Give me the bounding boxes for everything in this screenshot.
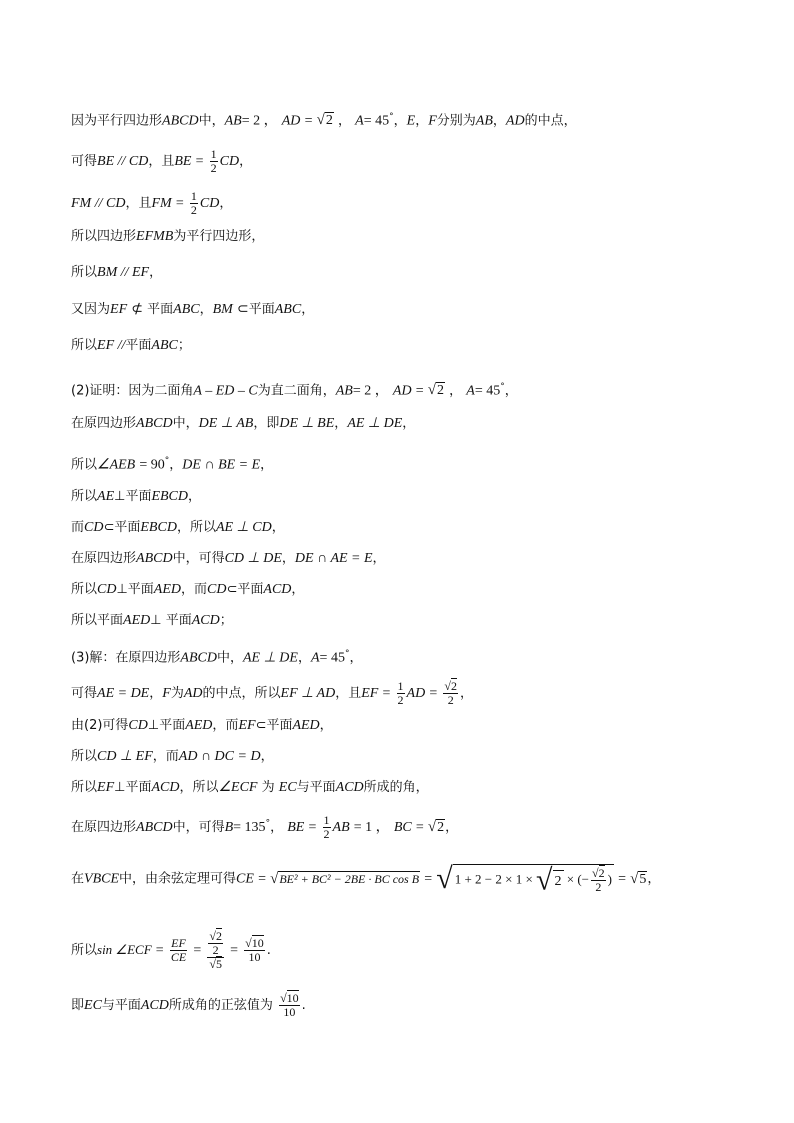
denominator: 2	[397, 693, 404, 707]
text: .	[266, 943, 271, 958]
fraction	[208, 930, 223, 957]
text: ，	[319, 718, 333, 733]
math: AB	[475, 113, 493, 129]
sqrt-arg: 10	[251, 936, 264, 950]
text: .	[301, 998, 306, 1013]
math: F	[428, 113, 437, 129]
math: EF ⊥ AD	[280, 686, 336, 701]
fraction	[443, 680, 458, 707]
text: ，	[445, 820, 459, 835]
text: 由(2)可得	[71, 718, 129, 733]
math: DE ⊥ BE	[279, 416, 335, 431]
math: A – ED – C	[193, 383, 258, 399]
math: BE // CD	[97, 154, 149, 169]
text: 所以	[71, 780, 98, 795]
numerator: EF	[171, 936, 186, 950]
math: = 1 ，	[353, 820, 390, 835]
text: 中，	[172, 416, 199, 431]
text: ⊂平面	[226, 582, 264, 597]
solution-line-6	[71, 301, 314, 319]
text: 平面	[248, 302, 275, 317]
text: ⊥平面	[114, 780, 152, 795]
math: EC	[84, 998, 102, 1013]
text: 因为平行四边形	[71, 113, 163, 129]
text: ，	[492, 113, 506, 129]
text: ，	[199, 302, 213, 317]
math: AE = DE	[97, 686, 150, 701]
math: =	[304, 113, 313, 129]
math: =	[230, 943, 239, 958]
solution-line-2	[71, 148, 252, 175]
denominator: 2	[447, 693, 454, 707]
solution-line-5	[71, 264, 162, 282]
solution-line-22	[71, 862, 661, 897]
solution-line-23	[71, 930, 271, 971]
text: 为	[261, 780, 275, 795]
math: F	[162, 686, 171, 701]
denominator: √5	[209, 957, 222, 971]
sqrt-expression: √2	[316, 112, 333, 129]
math: EF	[97, 780, 115, 795]
math: FM // CD	[71, 196, 126, 211]
math: AB	[224, 113, 242, 129]
math: ACD	[263, 582, 292, 597]
text: ，	[260, 457, 274, 473]
sqrt-arg: 2	[598, 866, 605, 880]
solution-line-13	[71, 550, 386, 568]
math: AD ∩ DC = D	[178, 749, 261, 764]
text: 中，	[216, 650, 243, 666]
text: 在原四边形	[71, 551, 137, 566]
text: ⊥平面	[114, 489, 152, 504]
denominator: 2	[210, 161, 217, 175]
text: ⊥平面	[116, 582, 154, 597]
text: 的中点，所以	[202, 686, 281, 701]
sqrt-arg: 2	[325, 113, 333, 129]
sqrt-arg: 2	[215, 929, 222, 943]
text: ，	[149, 686, 163, 701]
math: ABCD	[136, 551, 173, 566]
text: ，	[149, 265, 163, 280]
math: CD	[219, 154, 240, 169]
math: E	[406, 113, 416, 129]
math: CD ⊥ DE	[224, 551, 282, 566]
math: A	[355, 113, 364, 129]
math: ⊄	[131, 302, 143, 317]
math: =	[175, 196, 184, 211]
sqrt-expression: √2	[427, 382, 444, 399]
math: ∠AEB	[97, 457, 136, 473]
text: ，且	[125, 196, 152, 211]
solution-line-15	[71, 612, 233, 630]
math: ABC	[151, 338, 178, 353]
degree: °	[500, 382, 505, 392]
math: )	[607, 871, 612, 887]
solution-line-16	[71, 645, 362, 667]
sqrt-arg: 5	[639, 871, 647, 887]
text: 即	[71, 998, 85, 1013]
text: 可得	[71, 154, 98, 169]
solution-line-10	[71, 452, 273, 474]
math: = 2 ，	[241, 113, 278, 129]
text: 而	[71, 520, 85, 535]
math: BE	[174, 154, 192, 169]
math: ACD	[151, 780, 180, 795]
math: 1 + 2 − 2 × 1 ×	[454, 871, 533, 887]
text: 又因为	[71, 302, 111, 317]
math: EBCD	[140, 520, 177, 535]
solution-line-11	[71, 488, 201, 506]
math: × (−	[566, 871, 590, 887]
solution-line-19	[71, 748, 274, 766]
numerator: √10	[245, 936, 264, 950]
math: ABCD	[162, 113, 199, 129]
math: = 45	[363, 113, 390, 129]
math: DE ⊥ AB	[198, 416, 254, 431]
math: EF	[110, 302, 128, 317]
math: EF	[238, 718, 256, 733]
math: CD	[207, 582, 227, 597]
text: 所成的角，	[363, 780, 429, 795]
solution-line-7	[71, 337, 191, 355]
math: ABC	[173, 302, 200, 317]
fraction	[244, 937, 265, 964]
text: ；	[177, 338, 191, 353]
denominator: 10	[283, 1005, 296, 1019]
fraction	[279, 992, 300, 1019]
denominator: CE	[170, 950, 187, 964]
text: ，	[260, 749, 274, 764]
math: VBCE	[84, 871, 120, 887]
math: EFMB	[136, 229, 174, 244]
math: ABCD	[136, 820, 173, 835]
text: 中，由余弦定理可得	[119, 871, 237, 887]
text: 所以四边形	[71, 229, 137, 244]
text: 为直二面角，	[257, 383, 336, 399]
math: ∠ECF	[218, 780, 258, 795]
math: AE ⊥ DE	[347, 416, 403, 431]
solution-line-12	[71, 519, 285, 537]
numerator: 1	[190, 189, 197, 203]
sqrt-expression: √ 2	[536, 863, 562, 897]
text: (2)证明：因为二面角	[71, 383, 194, 399]
solution-line-3	[71, 190, 232, 217]
sqrt-arg: 2	[437, 820, 445, 835]
fraction	[210, 148, 218, 175]
solution-line-9	[71, 415, 415, 433]
math: sin ∠ECF	[97, 942, 152, 957]
text: ，	[270, 820, 284, 835]
solution-line-8	[71, 378, 518, 400]
text: 为	[170, 686, 184, 701]
text: ，	[239, 154, 253, 169]
math: CE	[236, 871, 254, 887]
math: ABC	[274, 302, 302, 317]
numerator: 1	[397, 679, 404, 693]
text: 在原四边形	[71, 416, 137, 431]
math: AD	[183, 686, 203, 701]
text: ⊂平面	[103, 520, 141, 535]
text: 所以	[71, 338, 98, 353]
text: 所以	[71, 489, 98, 504]
text: 分别为	[436, 113, 476, 129]
math: CD	[128, 718, 148, 733]
text: ，	[349, 650, 363, 666]
text: ，	[301, 302, 315, 317]
text: 中，可得	[172, 820, 225, 835]
denominator: 2	[323, 827, 330, 841]
math: AED	[292, 718, 320, 733]
solution-line-14	[71, 581, 304, 599]
math: = 135	[233, 820, 266, 835]
degree: °	[164, 456, 170, 466]
math: AED	[153, 582, 182, 597]
math: CD	[97, 582, 117, 597]
text: ；	[219, 613, 233, 628]
text: ，	[647, 871, 661, 887]
math: A	[466, 383, 475, 399]
numerator: √2	[444, 679, 457, 693]
numerator: √10	[280, 991, 299, 1005]
math: FM	[151, 196, 172, 211]
text: 中，	[198, 113, 225, 129]
denominator: 2	[190, 203, 197, 217]
math: DE ∩ AE = E	[294, 551, 373, 566]
math: = 45	[474, 383, 501, 399]
sqrt-expression: √5	[630, 870, 647, 887]
numerator	[207, 930, 224, 958]
text: 可得	[71, 686, 98, 701]
text: ，	[372, 551, 386, 566]
denominator: 2	[595, 880, 602, 894]
numerator: √2	[592, 866, 605, 880]
math: DE ∩ BE = E	[182, 457, 261, 473]
solution-line-24	[71, 992, 306, 1019]
math: CD ⊥ EF	[97, 749, 153, 764]
degree: °	[265, 818, 271, 829]
text: ，	[291, 582, 305, 597]
math: =	[415, 383, 424, 399]
fraction	[207, 930, 224, 971]
math: B	[224, 820, 234, 835]
fraction	[591, 867, 606, 894]
math: AE ⊥ CD	[215, 520, 272, 535]
text: ，	[337, 113, 351, 129]
sqrt-arg: 5	[215, 957, 222, 971]
degree: °	[389, 112, 394, 122]
math: AE ⊥ DE	[243, 650, 298, 666]
text: ，所以	[179, 780, 219, 795]
math: AD	[392, 383, 412, 399]
math: =	[155, 943, 164, 958]
solution-line-21	[71, 814, 458, 841]
text: 所以	[71, 749, 98, 764]
math: BM	[212, 302, 233, 317]
math: CD	[84, 520, 104, 535]
math: ABCD	[136, 416, 173, 431]
text: ，而	[152, 749, 179, 764]
text: ⊂平面	[255, 718, 293, 733]
text: 中，可得	[172, 551, 225, 566]
math: AD	[406, 686, 426, 701]
text: ，	[334, 416, 348, 431]
math: =	[258, 871, 266, 887]
denominator: 10	[248, 950, 261, 964]
text: ，即	[253, 416, 280, 431]
text: ，	[271, 520, 285, 535]
math: AB	[332, 820, 350, 835]
fraction	[397, 680, 405, 707]
math: AD	[505, 113, 525, 129]
text: 与平面	[101, 998, 141, 1013]
math: BC	[393, 820, 412, 835]
sqrt-expression: √BE² + BC² − 2BE · BC cos B	[270, 870, 420, 887]
math: = 2 ，	[352, 383, 389, 399]
math: =	[193, 943, 202, 958]
text: ，	[281, 551, 295, 566]
numerator: 1	[323, 813, 330, 827]
fraction	[190, 190, 198, 217]
text: ，	[504, 383, 518, 399]
text: ，	[402, 416, 416, 431]
math: AED	[123, 613, 151, 628]
numerator: √2	[209, 929, 222, 943]
math: =	[195, 154, 204, 169]
math: BM // EF	[97, 265, 150, 280]
big-sqrt-arg	[453, 863, 614, 897]
math: = 45	[319, 650, 345, 666]
solution-line-18	[71, 717, 333, 735]
solution-line-4	[71, 228, 264, 246]
text: 所以平面	[71, 613, 124, 628]
sqrt-arg: 2	[553, 870, 564, 891]
sqrt-arg: 2	[451, 679, 457, 693]
text: 所以	[71, 943, 98, 958]
text: ，且	[335, 686, 362, 701]
text: ，	[219, 196, 233, 211]
text: (3)解：在原四边形	[71, 650, 181, 666]
text: ，且	[148, 154, 175, 169]
text: 平面	[125, 338, 152, 353]
text: ，而	[181, 582, 208, 597]
math: ⊂	[236, 302, 249, 317]
fraction	[323, 814, 331, 841]
math: CD	[199, 196, 220, 211]
text: ，	[169, 457, 183, 473]
text: ，	[188, 489, 202, 504]
solution-line-20	[71, 779, 429, 797]
math: EBCD	[151, 489, 189, 504]
math: =	[618, 871, 626, 887]
sqrt-arg: 10	[286, 991, 299, 1005]
text: ，	[393, 113, 407, 129]
math: ACD	[140, 998, 169, 1013]
math: BE	[287, 820, 305, 835]
fraction	[170, 937, 187, 964]
solution-line-1	[71, 108, 577, 130]
math: EF	[361, 686, 379, 701]
numerator: 1	[210, 147, 217, 161]
denominator: 2	[212, 943, 219, 957]
math: AD	[281, 113, 301, 129]
text: 为平行四边形，	[173, 229, 265, 244]
text: 的中点，	[524, 113, 577, 129]
degree: °	[344, 649, 350, 659]
text: ，而	[212, 718, 239, 733]
math: ACD	[191, 613, 220, 628]
math: =	[308, 820, 317, 835]
math: =	[382, 686, 391, 701]
text: ，	[460, 686, 474, 701]
text: ⊥ 平面	[150, 613, 192, 628]
math: AE	[97, 489, 115, 504]
text: 在	[71, 871, 85, 887]
math: = 90	[139, 457, 165, 473]
math: AED	[185, 718, 213, 733]
math: =	[429, 686, 438, 701]
solution-line-17	[71, 680, 473, 707]
math: =	[415, 820, 424, 835]
math: =	[424, 871, 433, 887]
math: ACD	[335, 780, 364, 795]
big-sqrt-expression: √ 1 + 2 − 2 × 1 × √ 2 × (− $\frac{√2}{2}$ )	[436, 862, 612, 897]
text: 所以	[71, 265, 98, 280]
math: EC	[278, 780, 297, 795]
text: ，所以	[176, 520, 216, 535]
sqrt-arg: 2	[437, 383, 444, 399]
text: 与平面	[296, 780, 336, 795]
text: 平面	[147, 302, 174, 317]
math: ABCD	[180, 650, 217, 666]
math: EF //	[97, 338, 126, 353]
text: ，	[297, 650, 311, 666]
text: 所成角的正弦值为	[168, 998, 273, 1013]
text: ⊥平面	[147, 718, 186, 733]
sqrt-arg: BE² + BC² − 2BE · BC cos B	[279, 871, 420, 886]
text: ，	[415, 113, 429, 129]
math: AB	[335, 383, 353, 399]
math: A	[310, 650, 320, 666]
text: 所以	[71, 457, 98, 473]
text: 所以	[71, 582, 98, 597]
text: 在原四边形	[71, 820, 137, 835]
sqrt-expression: √2	[427, 819, 445, 835]
text: ，	[449, 383, 463, 399]
